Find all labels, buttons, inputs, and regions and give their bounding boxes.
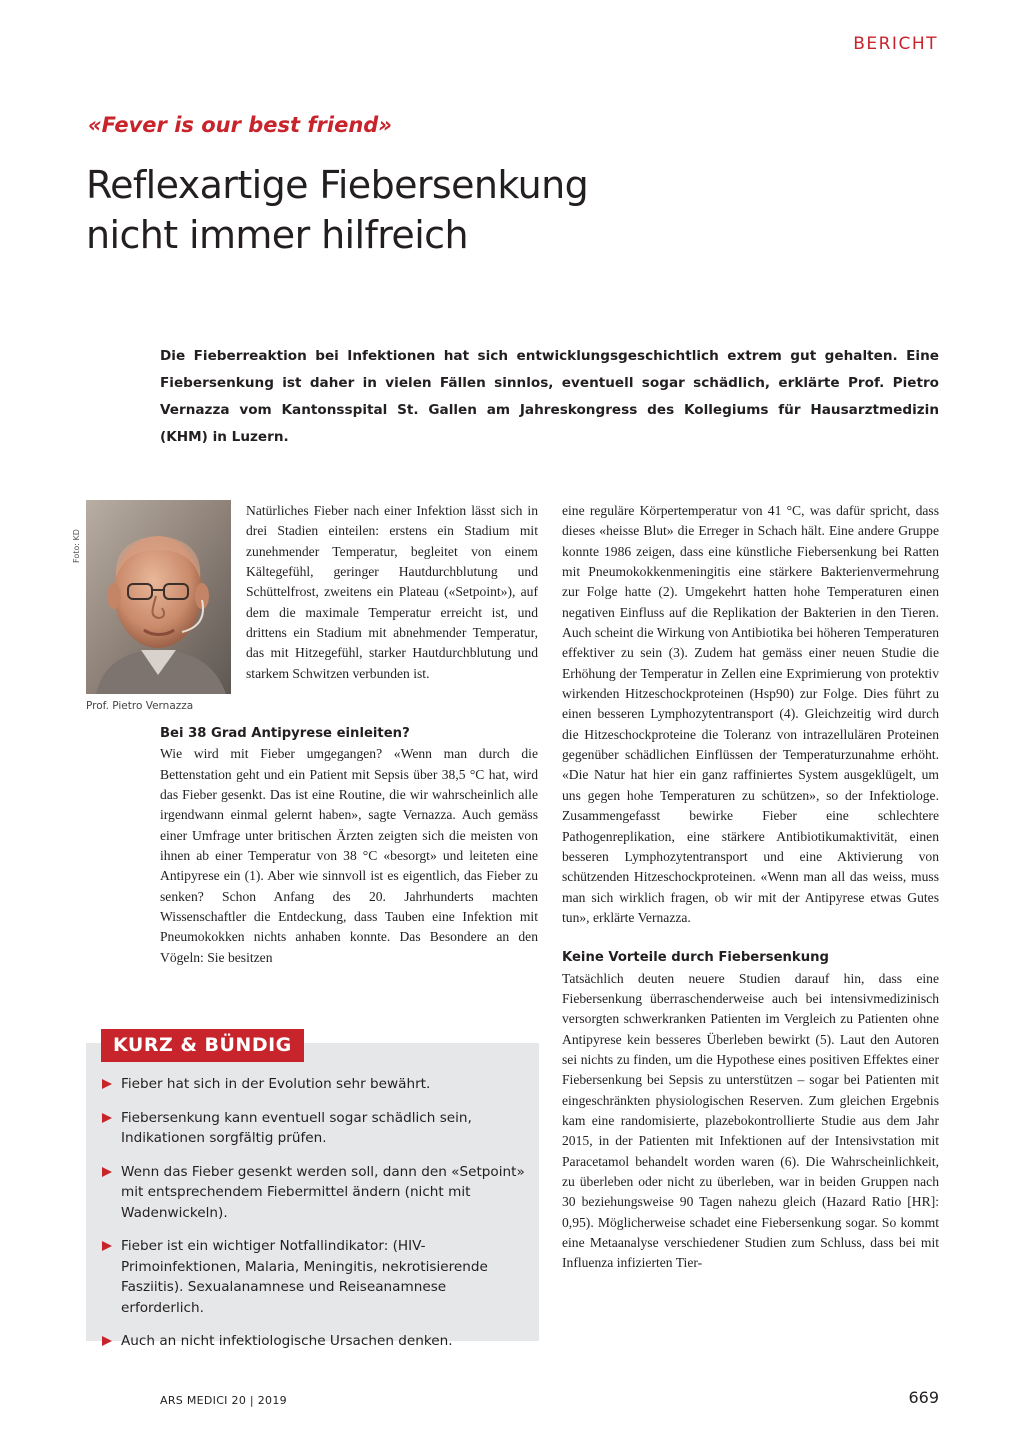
body-paragraph-1: Wie wird mit Fieber umgegangen? «Wenn man durch die Bettenstation geht und ein Patient mit Sepsis über 38,5 °C hat, wird das Fieber gesenkt. Das ist eine Routine, die wir wahrscheinlich alle irgendwann einmal gelernt haben», sagte Vernazza. Auch gemäss einer Umfrage unter britischen Ärzten zeigten sich die meisten von ihnen ab einer Temperatur von 38 °C «besorgt» und leiteten eine Antipyrese ein (1). Aber wie sinnvoll ist es eigentlich, das Fieber zu senken? Schon Anfang des 20. Jahrhunderts machten Wissenschaftler die Entdeckung, dass Tauben eine Infektion mit Pneumokokken nichts anhaben konnte. Das Besondere an den Vögeln: Sie besitzen <box>160 746 538 965</box>
body-paragraph-3: Tatsächlich deuten neuere Studien darauf hin, dass eine Fiebersenkung überraschenderweise auch bei intensivmedizinisch versorgten schwerkranken Patienten im Vergleich zu Patienten ohne Antipyrese kein besseres Überleben bewirkt (5). Laut den Autoren sei nichts zu finden, um die Hypothese eines positiven Effektes einer Fiebersenkung bei Sepsis zu unterstützen – sogar bei Patienten mit eingeschränkten physiologischen Reserven. Zum gleichen Ergebnis kam eine randomisierte, plazebokontrollierte Studie aus dem Jahr 2015, in der Patienten mit Infektionen auf der Intensivstation mit Paracetamol behandelt worden waren (6). Die Wahrscheinlichkeit, zu überleben oder nicht zu überleben, war in beiden Gruppen nach 30 beziehungsweise 90 Tagen nahezu gleich (Hazard Ratio [HR]: 0,95). Möglicherweise schadet eine Fiebersenkung sogar. So kommt eine Metaanalyse verschiedener Studien zum Schluss, dass bei mit Influenza infizierten Tier- <box>562 970 939 1271</box>
triangle-bullet-icon <box>102 1167 112 1177</box>
body-column-left <box>160 724 538 968</box>
summary-item: Fieber ist ein wichtiger Notfallindikator: (HIV-Primoinfektionen, Malaria, Meningitis, nekrotisierende Fasziitis). Sexualanamnese und Reiseanamnese erforderlich. <box>102 1236 527 1318</box>
summary-list <box>102 1074 527 1365</box>
portrait-photo <box>86 500 231 694</box>
intro-paragraph: Natürliches Fieber nach einer Infektion lässt sich in drei Stadien einteilen: erstens ein Stadium mit zunehmender Temperatur, begleitet von einem Kältegefühl, geringer Hautdurchblutung und Schüttelfrost, zweitens ein Plateau («Setpoint»), auf dem die maximale Temperatur erreicht ist, und drittens ein Stadium mit abnehmender Temperatur, das mit Hitzegefühl, starker Hautdurchblutung und starkem Schwitzen verbunden ist. <box>246 503 538 681</box>
photo-credit: Foto: KD <box>72 529 81 563</box>
summary-item: Fiebersenkung kann eventuell sogar schädlich sein, Indikationen sorgfältig prüfen. <box>102 1108 527 1149</box>
body-column-right <box>562 501 939 1274</box>
summary-item: Wenn das Fieber gesenkt werden soll, dann den «Setpoint» mit entsprechendem Fiebermittel ändern (nicht mit Wadenwickeln). <box>102 1162 527 1224</box>
triangle-bullet-icon <box>102 1113 112 1123</box>
page-number: 669 <box>908 1388 939 1407</box>
body-column-intro <box>246 501 538 684</box>
body-paragraph-2: eine reguläre Körpertemperatur von 41 °C, was dafür spricht, dass dieses «heisse Blut» die Erreger in Schach hält. Eine andere Gruppe konnte 1986 zeigen, dass eine künstliche Fiebersenkung bei Ratten mit Pneumokokkenmeningitis eine stärkere Bakterienvermehrung zur Folge hatte (2). Umgekehrt hatten hohe Temperaturen einen negativen Einfluss auf die Replikation der Bakterien in den Tieren. Auch scheint die Wirkung von Antibiotika bei höheren Temperaturen effektiver zu sein (3). Zudem hat gemäss einer neuen Studie die Erhöhung der Temperatur in Zellen eine Exprimierung von protektiv wirkenden Hitzeschockproteinen (Hsp90) zur Folge. Dies führt zu einen besseren Lymphozytentransport (4). Gleichzeitig wird durch die Hitzeschockproteine die Toleranz von intrazellulären Proteinen gegenüber schädlichen Einflüssen der Temperaturzunahme erhöht. «Die Natur hat hier ein ganz raffiniertes System ausgeklügelt, um uns gegen hohe Temperaturen zu schützen», so der Infektiologe. Zusammengefasst bewirke Fieber eine schlechtere Pathogenreplikation, eine stärkere Antibiotikumaktivität, einen besseren Lymphozytentransport und eine Aktivierung von schützenden Hitzeschockproteinen. «Wenn man all das weiss, muss man sich wirklich fragen, ob wir mit der Antipyrese etwas Gutes tun», erklärte Vernazza. <box>562 503 939 925</box>
headline-line-1: Reflexartige Fiebersenkung <box>86 163 589 207</box>
photo-caption: Prof. Pietro Vernazza <box>86 700 194 712</box>
article-lead: Die Fieberreaktion bei Infektionen hat sich entwicklungsgeschichtlich extrem gut gehalten. Eine Fiebersenkung ist daher in vielen Fällen sinnlos, eventuell sogar schädlich, erklärte Prof. Pietro Vernazza vom Kantonsspital St. Gallen am Jahreskongress des Kollegiums für Hausarztmedizin (KHM) in Luzern. <box>160 348 939 445</box>
portrait-illustration <box>86 500 231 694</box>
subheading-antipyrese: Bei 38 Grad Antipyrese einleiten? <box>160 726 410 741</box>
triangle-bullet-icon <box>102 1079 112 1089</box>
summary-title: KURZ & BÜNDIG <box>101 1029 304 1062</box>
article-kicker: «Fever is our best friend» <box>88 113 392 137</box>
triangle-bullet-icon <box>102 1241 112 1251</box>
article-headline <box>86 160 786 260</box>
footer-journal: ARS MEDICI 20 | 2019 <box>160 1394 287 1407</box>
subheading-keine-vorteile: Keine Vorteile durch Fiebersenkung <box>562 950 829 966</box>
section-label: BERICHT <box>853 34 938 54</box>
headline-line-2: nicht immer hilfreich <box>86 213 468 257</box>
summary-item: Fieber hat sich in der Evolution sehr bewährt. <box>102 1074 527 1095</box>
summary-item: Auch an nicht infektiologische Ursachen denken. <box>102 1331 527 1352</box>
triangle-bullet-icon <box>102 1336 112 1346</box>
